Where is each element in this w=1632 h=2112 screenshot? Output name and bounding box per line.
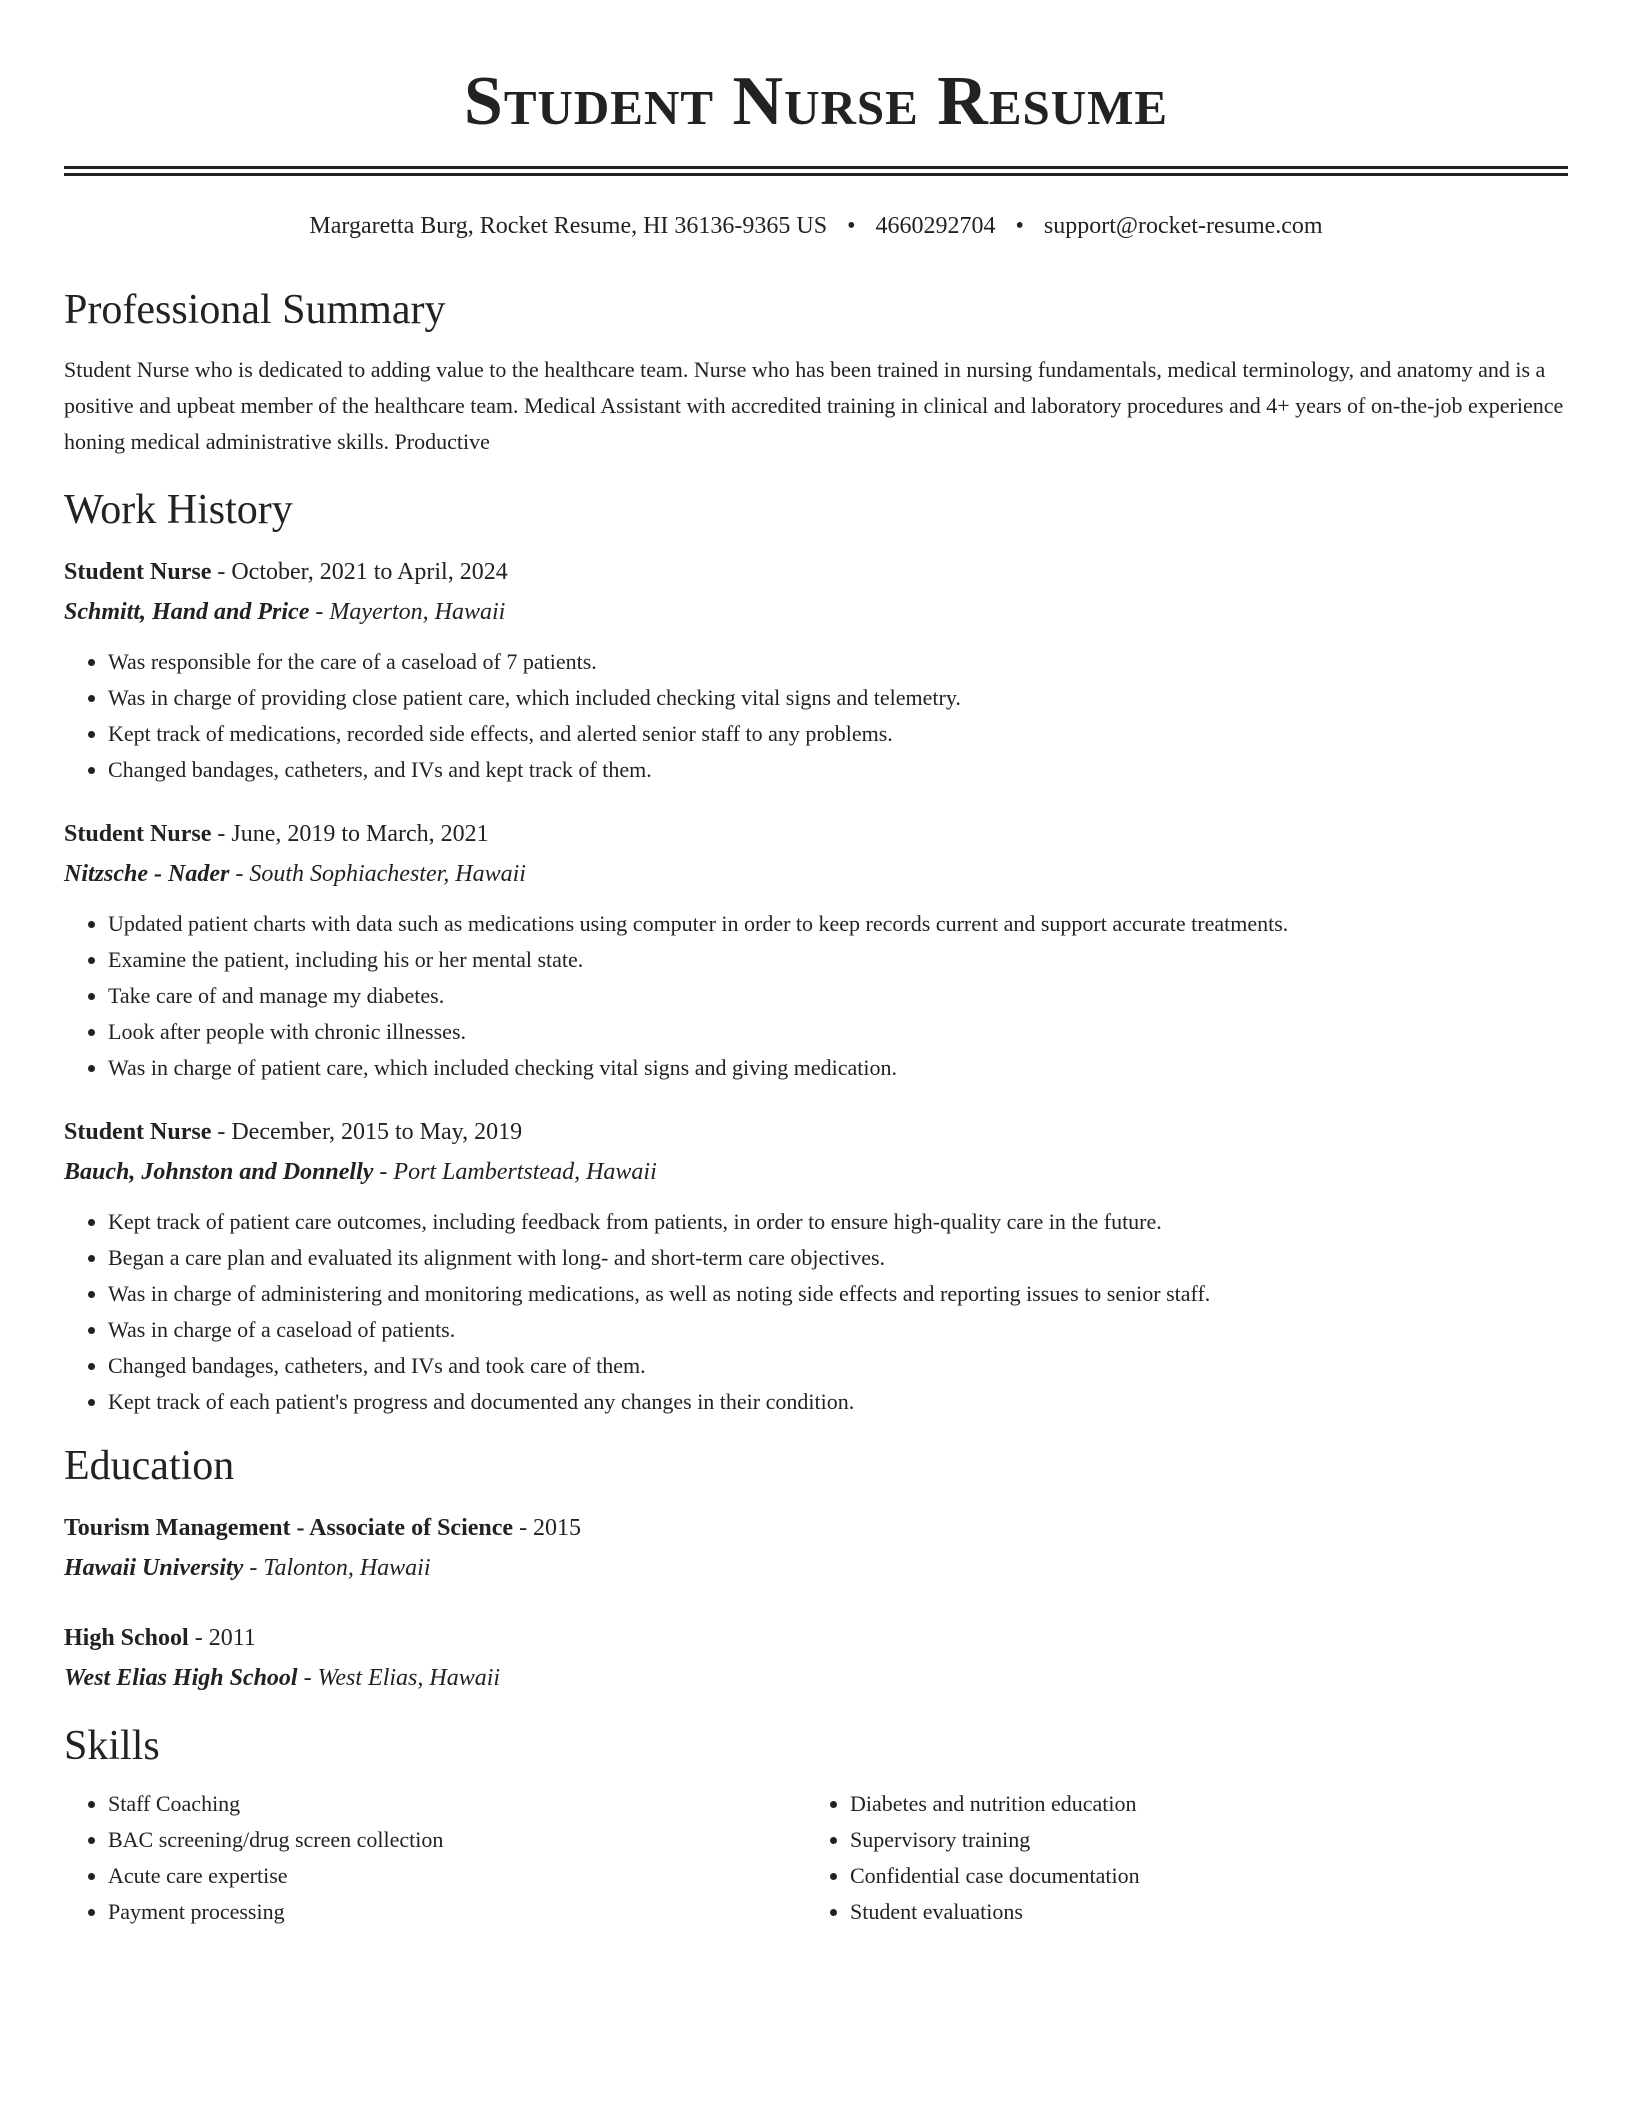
list-item: • Staff Coaching bbox=[108, 1786, 806, 1822]
degree-line bbox=[64, 1508, 1568, 1548]
school-location: - West Elias, Hawaii bbox=[297, 1665, 501, 1691]
skills-grid bbox=[64, 1786, 1568, 1930]
summary-heading: Professional Summary bbox=[64, 287, 446, 333]
job-title-line bbox=[64, 814, 1568, 854]
school-name: Hawaii University bbox=[64, 1555, 244, 1581]
title-divider bbox=[64, 166, 1568, 176]
job-dates: - June, 2019 to March, 2021 bbox=[211, 821, 489, 847]
list-item: • Kept track of medications, recorded side effects, and alerted senior staff to any problems. bbox=[108, 716, 1568, 752]
job-company: Schmitt, Hand and Price bbox=[64, 599, 310, 625]
list-item: • Supervisory training bbox=[850, 1822, 1548, 1858]
job-duties-list bbox=[64, 1204, 1568, 1420]
contact-email[interactable]: support@rocket-resume.com bbox=[1043, 213, 1323, 239]
job-title: Student Nurse bbox=[64, 1119, 212, 1145]
job-company: Nitzsche - Nader bbox=[64, 861, 230, 887]
list-item: • Kept track of each patient's progress and documented any changes in their condition. bbox=[108, 1384, 1568, 1420]
list-item: • Kept track of patient care outcomes, including feedback from patients, in order to ensure high-quality care in the future. bbox=[108, 1204, 1568, 1240]
contact-address: Margaretta Burg, Rocket Resume, HI 36136-9365 US bbox=[309, 213, 828, 239]
list-item: • Updated patient charts with data such as medications using computer in order to keep records current and support accurate treatments. bbox=[108, 906, 1568, 942]
list-item: • BAC screening/drug screen collection bbox=[108, 1822, 806, 1858]
list-item: • Was responsible for the care of a caseload of 7 patients. bbox=[108, 644, 1568, 680]
contact-phone: 4660292704 bbox=[875, 213, 996, 239]
education-heading: Education bbox=[64, 1443, 235, 1489]
job-location: - Port Lambertstead, Hawaii bbox=[373, 1159, 657, 1185]
job-location: - South Sophiachester, Hawaii bbox=[229, 861, 526, 887]
work-history-heading: Work History bbox=[64, 487, 293, 533]
list-item: • Take care of and manage my diabetes. bbox=[108, 978, 1568, 1014]
job-title: Student Nurse bbox=[64, 559, 212, 585]
school-location: - Talonton, Hawaii bbox=[243, 1555, 431, 1581]
job-company: Bauch, Johnston and Donnelly bbox=[64, 1159, 374, 1185]
job-title-line bbox=[64, 1112, 1568, 1152]
skills-list bbox=[64, 1786, 806, 1930]
page-title: Student Nurse Resume bbox=[463, 63, 1169, 140]
job-location: - Mayerton, Hawaii bbox=[309, 599, 506, 625]
list-item: • Changed bandages, catheters, and IVs and kept track of them. bbox=[108, 752, 1568, 788]
job-title-line bbox=[64, 552, 1568, 592]
summary-text: Student Nurse who is dedicated to adding value to the healthcare team. Nurse who has been trained in nursing fundamentals, medical terminology, and anatomy and is a positive and upbeat member of the healthcare team. Medical Assistant with accredited training in clinical and laboratory procedures and 4+ years of on-the-job experience honing medical administrative skills. Productive bbox=[64, 357, 1564, 454]
list-item: • Began a care plan and evaluated its alignment with long- and short-term care objectives. bbox=[108, 1240, 1568, 1276]
school-line bbox=[64, 1658, 1568, 1698]
contact-separator: • bbox=[847, 213, 856, 239]
skills-list bbox=[806, 1786, 1548, 1930]
list-item: • Was in charge of a caseload of patients. bbox=[108, 1312, 1568, 1348]
list-item: • Payment processing bbox=[108, 1894, 806, 1930]
job-duties-list bbox=[64, 644, 1568, 788]
job-dates: - December, 2015 to May, 2019 bbox=[211, 1119, 523, 1145]
contact-line bbox=[64, 210, 1568, 242]
job-company-line bbox=[64, 592, 1568, 632]
job-entry bbox=[64, 552, 1568, 788]
job-company-line bbox=[64, 1152, 1568, 1192]
list-item: • Look after people with chronic illnesses. bbox=[108, 1014, 1568, 1050]
job-entry bbox=[64, 814, 1568, 1086]
education-entry bbox=[64, 1618, 1568, 1698]
list-item: • Was in charge of patient care, which included checking vital signs and giving medication. bbox=[108, 1050, 1568, 1086]
job-entry bbox=[64, 1112, 1568, 1420]
list-item: • Changed bandages, catheters, and IVs and took care of them. bbox=[108, 1348, 1568, 1384]
degree-name: Tourism Management - Associate of Science bbox=[64, 1515, 514, 1541]
list-item: • Diabetes and nutrition education bbox=[850, 1786, 1548, 1822]
job-dates: - October, 2021 to April, 2024 bbox=[211, 559, 508, 585]
education-entry bbox=[64, 1508, 1568, 1588]
school-name: West Elias High School bbox=[64, 1665, 298, 1691]
job-duties-list bbox=[64, 906, 1568, 1086]
list-item: • Student evaluations bbox=[850, 1894, 1548, 1930]
list-item: • Was in charge of providing close patient care, which included checking vital signs and telemetry. bbox=[108, 680, 1568, 716]
job-company-line bbox=[64, 854, 1568, 894]
degree-year: - 2011 bbox=[188, 1625, 256, 1651]
degree-year: - 2015 bbox=[513, 1515, 582, 1541]
skills-heading: Skills bbox=[64, 1723, 160, 1769]
list-item: • Acute care expertise bbox=[108, 1858, 806, 1894]
degree-name: High School bbox=[64, 1625, 189, 1651]
list-item: • Was in charge of administering and monitoring medications, as well as noting side effects and reporting issues to senior staff. bbox=[108, 1276, 1568, 1312]
skills-column-left bbox=[64, 1786, 806, 1930]
list-item: • Confidential case documentation bbox=[850, 1858, 1548, 1894]
contact-separator: • bbox=[1015, 213, 1024, 239]
list-item: • Examine the patient, including his or her mental state. bbox=[108, 942, 1568, 978]
degree-line bbox=[64, 1618, 1568, 1658]
job-title: Student Nurse bbox=[64, 821, 212, 847]
school-line bbox=[64, 1548, 1568, 1588]
skills-column-right bbox=[806, 1786, 1548, 1930]
